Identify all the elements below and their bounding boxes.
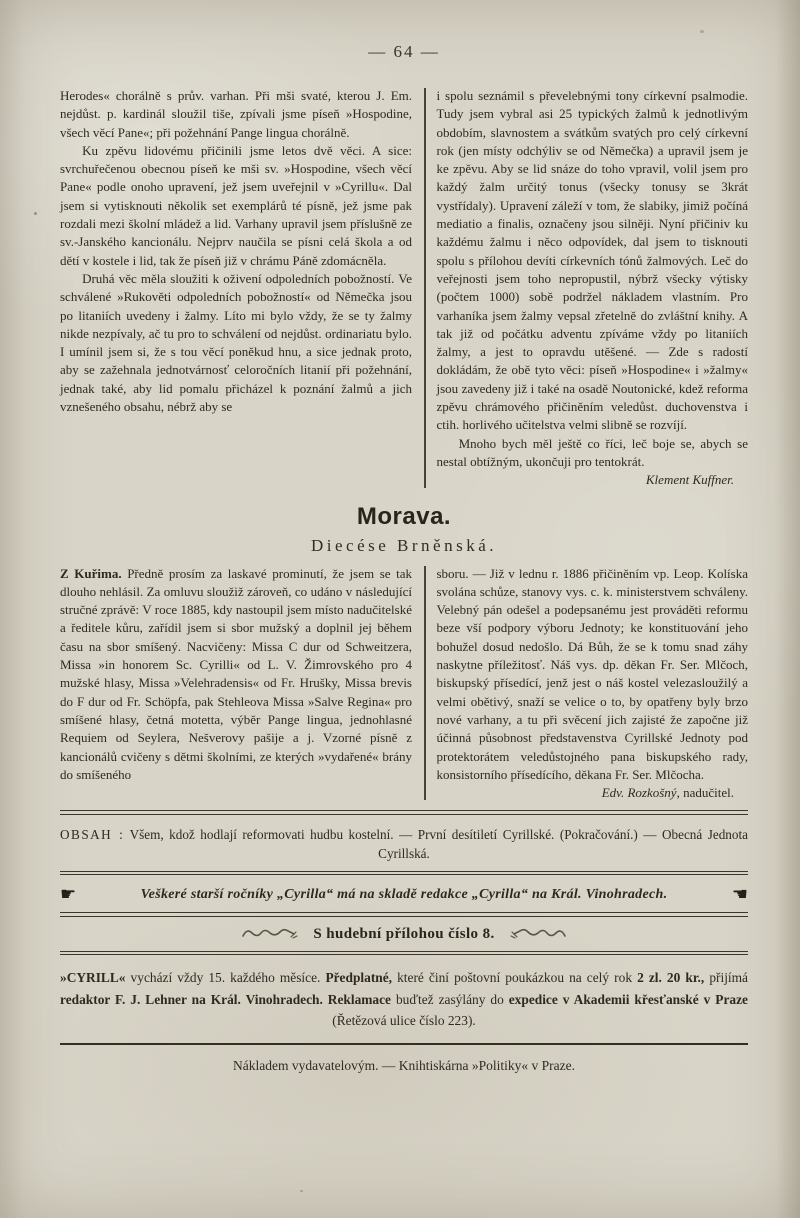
paragraph: Herodes« chorálně s prův. varhan. Při mši svaté, kterou J. Em. nejdůst. p. kardinál sloužil tiše, zpívali jsme píseň »Hospodine, všech věcí Pane«; při požehnání Pange lingua chorálně. [60,88,412,140]
column-divider-rule [424,566,426,801]
pointing-hand-left-icon: ☚ [731,884,748,906]
table-of-contents-line: OBSAH : Všem, kdož hodlají reformovati hudbu kostelní. — První desítiletí Cyrillské. (Pokračování.) — Obecná Jednota Cyrillská. [60,826,749,861]
paragraph: i spolu seznámil s převelebnými tony církevní psalmodie. Tudy jsem vybral asi 25 typických žalmů k jednotlivým obdobím, slavnostem a svátkům svatých pro celý církevní rok (jen místy odchýliv se od Němečka) a upravil jsem je ke zpěvu. Aby se lid snáze do toho vpravil, volil jsem pro každý žalm určitý tonus (všecky tonusy se 3krát vystřídaly). Upravení záleží v tom, že slabiky, jimiž počíná mediatio a finalis, označeny jsou silněji. Nyní přičiniv ku každému žalmu i něco odpovídek, dal jsem to tisknouti spolu s přílohou devíti církevních tónů žalmových. Leč do veřejnosti jsem toho nepropustil, nýbrž všecky výtisky (počtem 1000) sobě podržel nákladem vlastním. Pro varhaníka jsem žalmy vepsal zřetelně do zvláštní knihy. A tak již od počátku adventu zpíváme vždy po litaniích žalmy, a jest to opravdu utěšené. — Zde s radostí dokládám, že obě tyto věci: píseň »Hospodine« i »žalmy« jsou zavedeny již i také na osadě Noutonické, kdež reforma zpěvu chrámového přičiněním veledůst. duchovenstva i ctih. horlivého učitelstva velmi slibně se rozvíjí. [436,88,748,433]
obsah-label: OBSAH : [60,826,125,842]
paper-speck [700,30,704,33]
top-right-column [437,87,749,490]
author-signature: Klement Kuffner. [645,472,734,488]
flourish-left-icon [241,926,299,942]
double-rule [60,912,748,917]
section-title: Morava. [356,502,452,530]
paper-speck [300,1190,303,1192]
back-issues-notice: ☛ Veškeré starší ročníky „Cyrilla“ má na skladě redakce „Cyrilla“ na Král. Vinohradech. ☚ [60,884,748,906]
flourish-right-icon [509,926,567,942]
publisher-imprint: Nákladem vydavatelovým. — Knihtiskárna »Politiky« v Praze. [233,1057,575,1073]
author-signature: Edv. Rozkošný, nadučitel. [601,785,734,801]
double-rule [60,871,748,876]
paragraph: Mnoho bych měl ještě co říci, leč boje se, abych se nestal obtížným, ukončuji pro tentokrát. [436,435,748,469]
pointing-hand-right-icon: ☛ [60,884,77,906]
paragraph: Druhá věc měla sloužiti k oživení odpoledních pobožností. Ve schválené »Rukověti odpoledních pobožností« od Němečka jsou po litaniích uvedeny i žalmy. Líto mi bylo vždy, že se ty žalmy nikde nezpívaly, ač tu pro to schválení od nejdůst. ordinariatu bylo. I umínil jsem si, že s tou věcí poněkud hnu, a sice jednak proto, aby se zažehnala jednotvárnosť celoročních litanií při požehnání, jednak také, aby lid pomalu přicházel k poznání žalmů a jich vznešeného obsahu, nébrž aby se [60,270,412,415]
page-number: — 64 — [368,42,440,61]
paragraph: Ku zpěvu lidovému přičinili jsme letos dvě věci. A sice: svrchuřečenou obecnou píseň ke mši sv. »Hospodine, všech věcí Pane« podle onoho upravení, jež jsem uveřejnil v »Cyrillu«. Dal jsem si vytisknouti několik set exemplárů té písně, jež jsme pak rozdali mezi školní mládež a lid. Varhany upravil jsem příslušně ze sv.-Janského kancionálu. Nejprv naučila se písni celá škola a od dětí v kostele i lid, tak že píseň již v chrámu Páně zdomácněla. [60,142,412,268]
double-rule [60,810,748,815]
double-rule [60,951,748,956]
paragraph: Z Kuřima. Předně prosím za laskavé prominutí, že jsem se tak dlouho nehlásil. Za omluvu sloužiž zároveň, co udáno v následující stručné zprávě: V roce 1885, kdy nastoupil jsem místo nadučitelské a ředitele kůru, zařídil jsem si sbor mužský a doplnil jej během času na sbor smíšený. Nacvičeny: Missa C dur od Schweitzera, Missa »in honorem Sc. Cyrilli« od L. V. Žimrovského pro 4 mužské hlasy, Missa »Velehradensis« od Fr. Hrušky, Missa brevis do F dur od Fr. Schöpfa, pak Stehleova Missa »Salve Regina« pro smíšené hlasy, četná motetta, výběr Pange lingua, jednohlasné Requiem od Seylera, Nešverovy pašije a j. Vzorné písně z kancionálů cvičeny s dětmi školními, ze kterých »vydařené« brány do smíšeného [60,565,413,782]
morava-left-column [60,565,412,803]
morava-two-column-section [60,565,748,803]
column-divider-rule [424,88,426,488]
dateline: Z Kuřima. [60,565,122,581]
subscription-info: »CYRILL« vychází vždy 15. každého měsíce. Předplatné, které činí poštovní poukázkou na celý rok 2 zl. 20 kr., přijímá redaktor F. J. Lehner na Král. Vinohradech. Reklamace buďtež zasýlány do expedice v Akademii křesťanské v Praze (Řetězová ulice číslo 223). [60,970,749,1029]
paragraph: sboru. — Již v lednu r. 1886 přičiněním vp. Leop. Kolíska svolána schůze, stanovy vys. c. k. ministerstvem schváleny. Velebný pán odešel a podepsanému jest prováděti reformu beze vší podpory výboru Jednoty; ke konstituování jeho bohužel dosud nedošlo. Dá Bůh, že se k tomu snad záhy naskytne příležitosť. Náš vys. dp. děkan Fr. Ser. Mlčoch, biskupský přísedící, jenž jest o náš kostel velezasloužilý a velmi obětivý, snaží se velice o to, by opatřeny byly brzo nové varhany, a tu při svěcení jich zajisté že započne již účinná působnost představenstva Cyrillské Jednoty pod protektorátem veledůstojného pana biskupského rady, konsistorního přísedícího, děkana Fr. Ser. Mlčocha. [436,565,748,782]
music-supplement-line: S hudební přílohou číslo 8. [60,926,748,943]
morava-right-column [437,565,749,803]
top-two-column-section [60,87,748,490]
top-left-column [60,87,412,490]
thick-rule [60,1043,748,1045]
paper-speck [34,212,37,215]
section-subtitle: Diecése Brněnská. [310,535,497,555]
